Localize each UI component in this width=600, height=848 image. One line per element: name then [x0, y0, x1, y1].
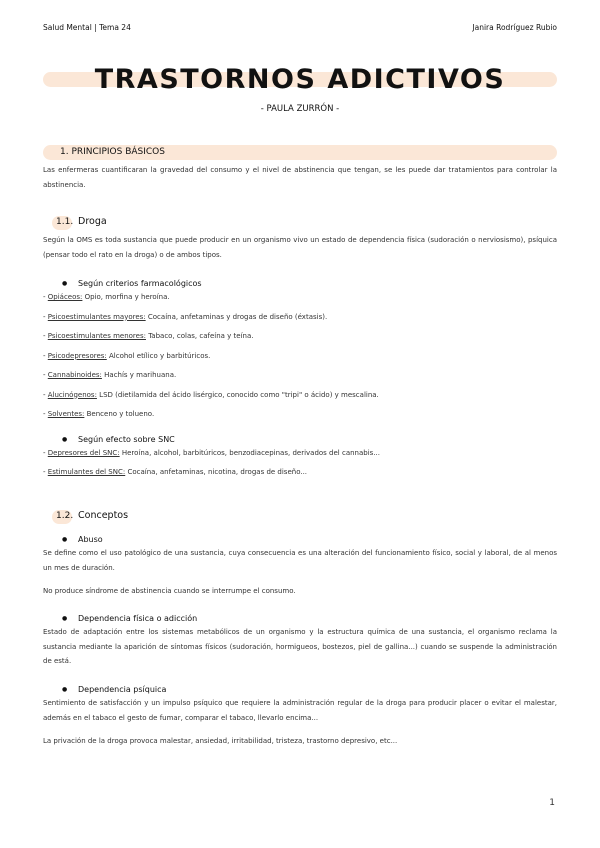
- dependencia-fisica-text: Estado de adaptación entre los sistemas metabólicos de un organismo y la estructura química de una sustancia, el organismo reclama la sustancia mediante la aparición de síntomas físicos (sudoración, hormigueos, bostezos, piel de gallina...) cuando se suspende la administración de está.: [43, 628, 557, 665]
- dependencia-psiquica-text: Sentimiento de satisfacción y un impulso psíquico que requiere la administración regular de la droga para producir placer o evitar el malestar, además en el tabaco el gesto de fumar, comparar el tabaco, llevarlo encima...: [43, 699, 557, 722]
- list-term: Solventes:: [47, 410, 85, 418]
- list-item: [43, 371, 176, 379]
- list-term: Psicodepresores:: [47, 351, 107, 360]
- list-desc: Cocaína, anfetaminas, nicotina, drogas de diseño...: [125, 468, 308, 476]
- list-dash: -: [43, 312, 48, 321]
- list-desc: Cocaína, anfetaminas y drogas de diseño (éxtasis).: [145, 312, 328, 321]
- list-desc: Tabaco, colas, cafeína y teína.: [145, 332, 254, 340]
- list-item: [43, 313, 327, 321]
- dependencia-psiquica-text-2: La privación de la droga provoca malestar, ansiedad, irritabilidad, tristeza, trastorno depresivo, etc...: [43, 737, 398, 745]
- list-dash: -: [43, 293, 48, 301]
- subsection-number: 1.1.: [56, 217, 74, 227]
- bullet-heading: ● Dependencia psíquica: [78, 685, 166, 694]
- list-item: [43, 293, 170, 301]
- list-desc: Heroína, alcohol, barbitúricos, benzodiacepinas, derivados del cannabis...: [119, 449, 380, 457]
- list-desc: Alcohol etílico y barbitúricos.: [106, 351, 211, 360]
- list-desc: Hachís y marihuana.: [101, 371, 177, 379]
- bullet-heading: ● Abuso: [78, 535, 103, 544]
- list-term: Estimulantes del SNC:: [47, 468, 126, 476]
- list-item: [43, 332, 254, 340]
- bullet-heading: ● Según efecto sobre SNC: [78, 435, 175, 444]
- droga-definition: Según la OMS es toda sustancia que puede producir en un organismo vivo un estado de dependencia física (sudoración o nerviosismo), psíquica (pensar todo el rato en la droga) o de ambos tipos.: [43, 236, 557, 259]
- list-dash: -: [43, 468, 48, 476]
- list-desc: LSD (dietilamida del ácido lisérgico, conocido como "tripi" o ácido) y mescalina.: [96, 390, 379, 399]
- list-term: Cannabinoides:: [47, 371, 102, 379]
- list-term: Opiáceos:: [47, 293, 83, 301]
- list-dash: -: [43, 371, 48, 379]
- section-intro: Las enfermeras cuantificaran la gravedad del consumo y el nivel de abstinencia que tengan, se les puede dar tratamientos para controlar la abstinencia.: [43, 166, 557, 189]
- bullet-heading: ● Según criterios farmacológicos: [78, 279, 202, 288]
- list-item: [43, 352, 210, 360]
- list-term: Depresores del SNC:: [47, 449, 120, 457]
- list-dash: -: [43, 390, 48, 399]
- bullet-heading: ● Dependencia física o adicción: [78, 614, 197, 623]
- list-desc: Opio, morfina y heroína.: [82, 293, 170, 301]
- page-title: TRASTORNOS ADICTIVOS: [94, 64, 506, 95]
- abuso-text: Se define como el uso patológico de una sustancia, cuya consecuencia es una alteración del funcionamiento físico, social y laboral, de al menos un mes de duración.: [43, 549, 557, 572]
- page-subtitle: - PAULA ZURRÓN -: [260, 104, 340, 114]
- list-item: [43, 468, 307, 476]
- list-item: [43, 410, 154, 418]
- list-term: Psicoestimulantes mayores:: [47, 312, 146, 321]
- list-dash: -: [43, 410, 48, 418]
- page-number: 1: [549, 798, 555, 808]
- list-dash: -: [43, 351, 48, 360]
- section-title: 1. PRINCIPIOS BÁSICOS: [60, 147, 165, 157]
- subsection-title: Conceptos: [78, 510, 129, 521]
- subsection-title: Droga: [78, 216, 107, 227]
- list-dash: -: [43, 332, 48, 340]
- list-term: Psicoestimulantes menores:: [47, 332, 146, 340]
- abuso-text-2: No produce síndrome de abstinencia cuando se interrumpe el consumo.: [43, 587, 296, 595]
- list-item: [43, 391, 379, 399]
- list-desc: Benceno y tolueno.: [84, 410, 155, 418]
- list-item: [43, 449, 380, 457]
- subsection-number: 1.2.: [56, 511, 74, 521]
- list-term: Alucinógenos:: [47, 390, 97, 399]
- header-right: Janira Rodríguez Rubio: [472, 23, 557, 32]
- header-left: Salud Mental | Tema 24: [43, 23, 131, 32]
- list-dash: -: [43, 449, 48, 457]
